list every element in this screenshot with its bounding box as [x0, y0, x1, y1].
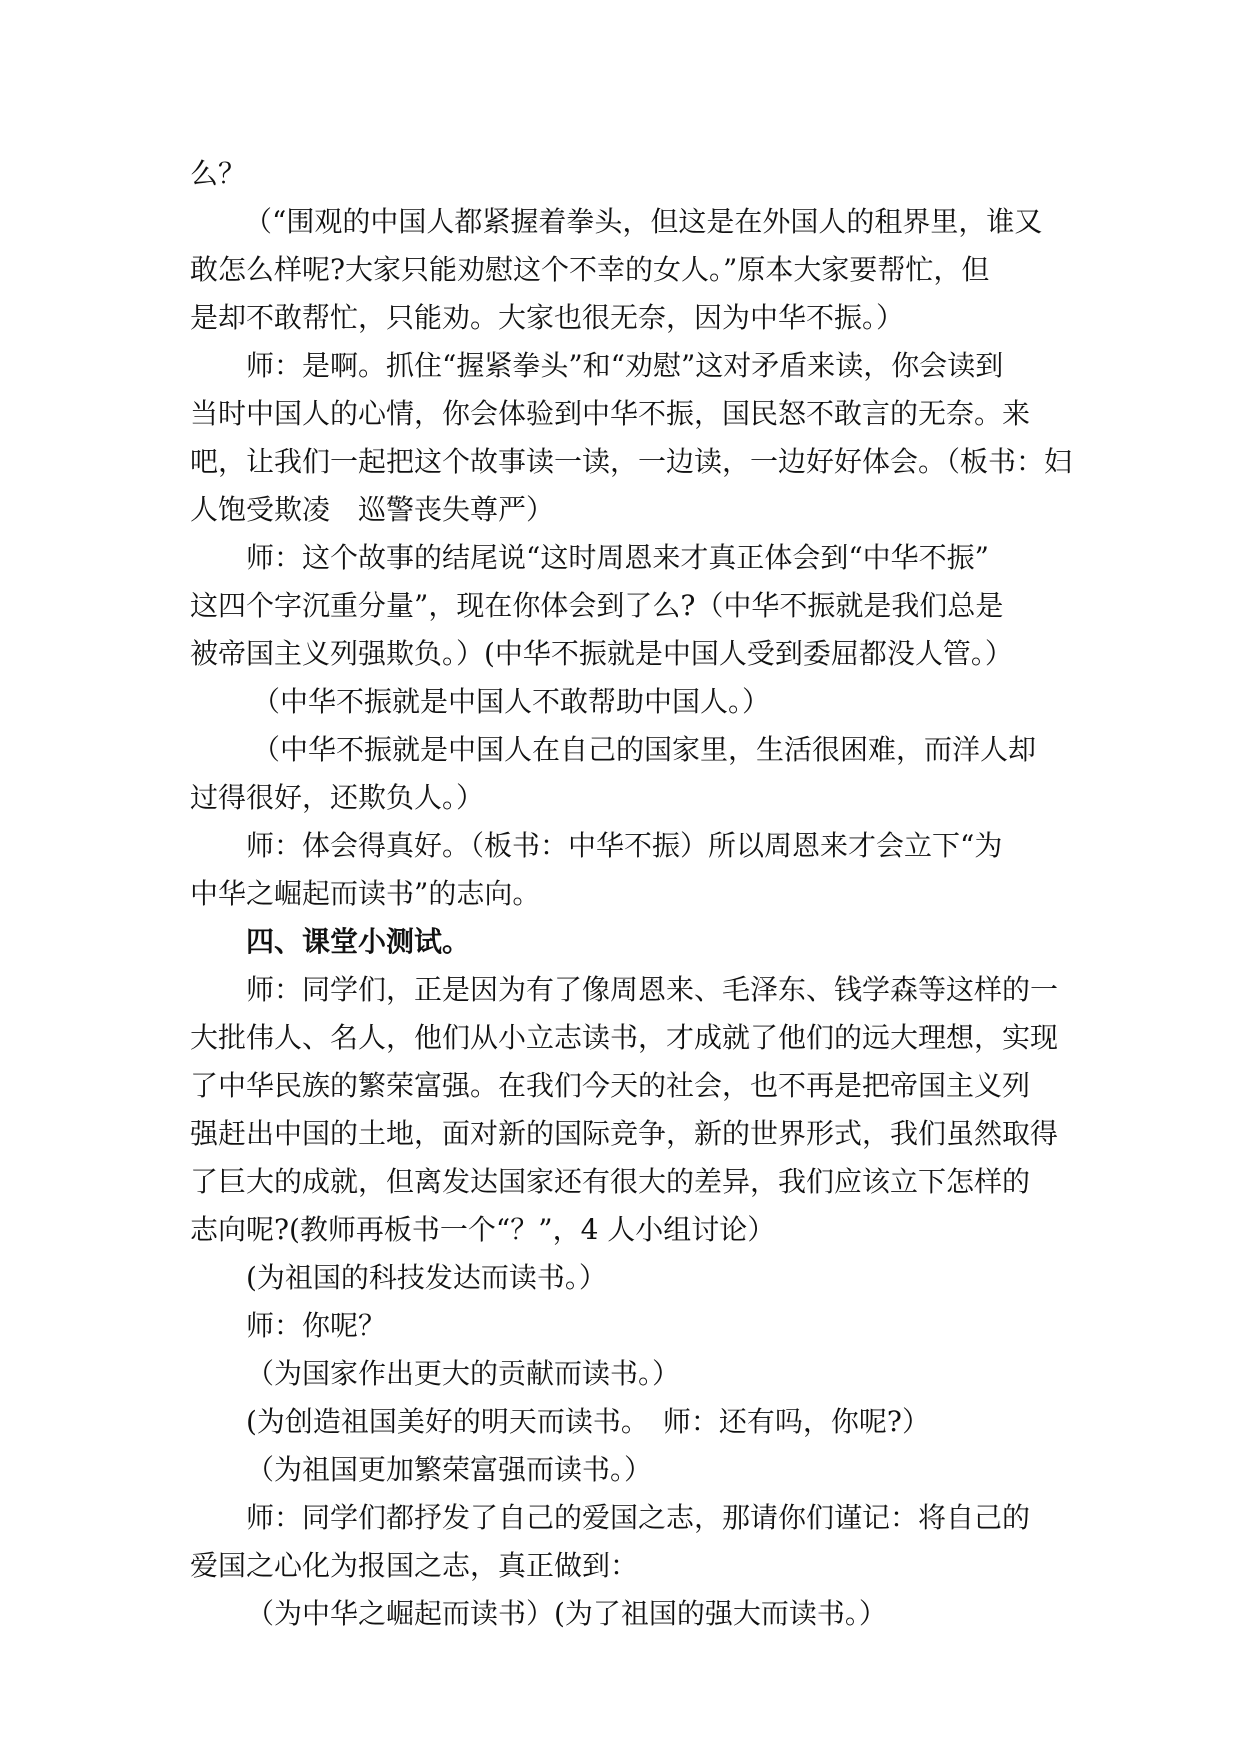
text-line: 师：同学们，正是因为有了像周恩来、毛泽东、钱学森等这样的一 [246, 973, 1059, 1006]
text-line: 当时中国人的心情，你会体验到中华不振，国民怒不敢言的无奈。来 [190, 397, 1031, 430]
text-line: 过得很好，还欺负人。） [190, 781, 485, 814]
text-line: 师：这个故事的结尾说“这时周恩来才真正体会到“中华不振” [246, 541, 989, 574]
text-line: （中华不振就是中国人不敢帮助中国人。） [252, 685, 771, 718]
text-line: 人饱受欺凌 巡警丧失尊严） [190, 493, 555, 526]
text-line: 强赶出中国的土地，面对新的国际竞争，新的世界形式，我们虽然取得 [190, 1117, 1059, 1150]
text-line: 被帝国主义列强欺负。）(中华不振就是中国人受到委屈都没人管。） [190, 637, 1013, 670]
text-line: 了中华民族的繁荣富强。在我们今天的社会，也不再是把帝国主义列 [190, 1069, 1031, 1102]
text-line: 师：是啊。抓住“握紧拳头”和“劝慰”这对矛盾来读，你会读到 [246, 349, 1004, 382]
text-line: （为国家作出更大的贡献而读书。） [246, 1357, 681, 1390]
text-line: 吧，让我们一起把这个故事读一读，一边读，一边好好体会。（板书：妇 [190, 445, 1073, 478]
text-line: 么？ [190, 157, 247, 190]
text-line: 大批伟人、名人，他们从小立志读书，才成就了他们的远大理想，实现 [190, 1021, 1059, 1054]
text-line: 了巨大的成就，但离发达国家还有很大的差异，我们应该立下怎样的 [190, 1165, 1031, 1198]
text-line: (为创造祖国美好的明天而读书。 师：还有吗，你呢?） [246, 1405, 930, 1438]
section-heading: 四、课堂小测试。 [246, 925, 471, 958]
text-line: (为祖国的科技发达而读书。） [246, 1261, 607, 1294]
document-body [190, 150, 1073, 1638]
text-line: （为祖国更加繁荣富强而读书。） [246, 1453, 653, 1486]
text-line: 中华之崛起而读书”的志向。 [190, 877, 541, 910]
text-line: （中华不振就是中国人在自己的国家里，生活很困难，而洋人却 [252, 733, 1037, 766]
text-line: 师：同学们都抒发了自己的爱国之志，那请你们谨记：将自己的 [246, 1501, 1031, 1534]
text-line: 这四个字沉重分量”，现在你体会到了么?（中华不振就是我们总是 [190, 589, 1004, 622]
text-line: （“围观的中国人都紧握着拳头，但这是在外国人的租界里，谁又 [244, 205, 1043, 238]
text-line: 师：体会得真好。（板书：中华不振）所以周恩来才会立下“为 [246, 829, 1003, 862]
text-line: 师：你呢？ [246, 1309, 387, 1342]
text-line: 志向呢?(教师再板书一个“？”，4 人小组讨论） [190, 1213, 776, 1246]
text-line: 是却不敢帮忙，只能劝。大家也很无奈，因为中华不振。） [190, 301, 905, 334]
text-line: （为中华之崛起而读书）(为了祖国的强大而读书。） [246, 1597, 887, 1630]
text-line: 爱国之心化为报国之志，真正做到： [190, 1549, 639, 1582]
text-line: 敢怎么样呢?大家只能劝慰这个不幸的女人。”原本大家要帮忙，但 [190, 253, 990, 286]
